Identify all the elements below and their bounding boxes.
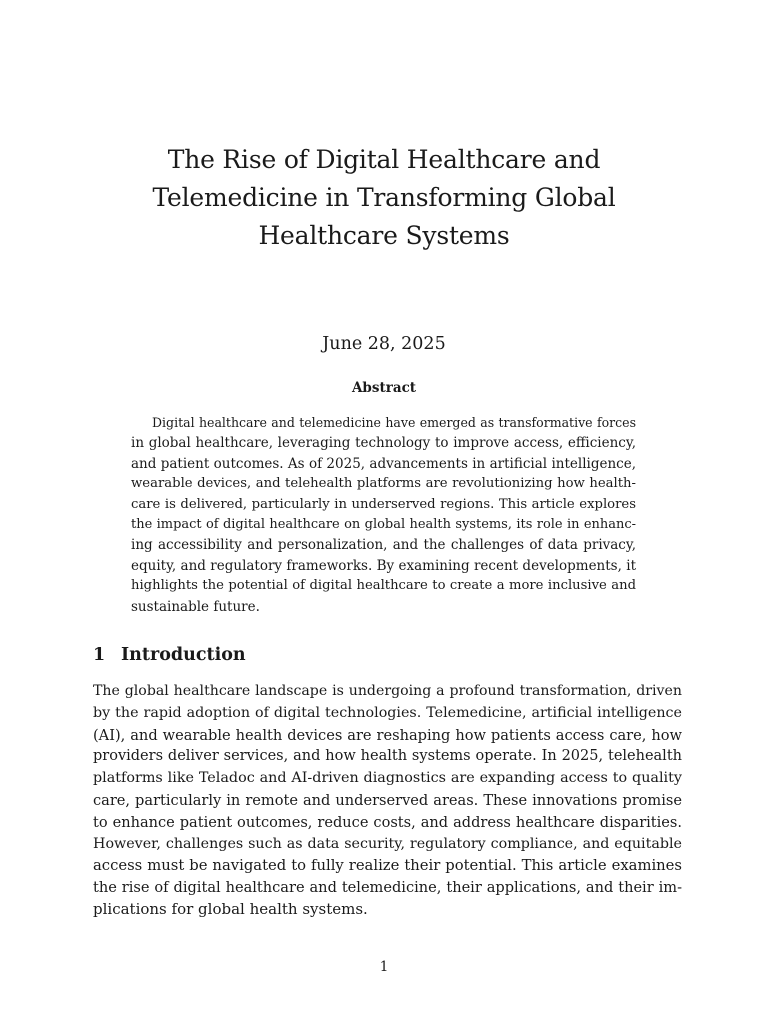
section-number: 1 — [93, 645, 106, 665]
abstract-line: care is delivered, particularly in underserved regions. This article explores — [131, 496, 636, 512]
title-line: Healthcare Systems — [258, 221, 510, 250]
abstract-line: Digital healthcare and telemedicine have emerged as transformative forces — [152, 415, 636, 430]
abstract-line: sustainable future. — [131, 598, 260, 615]
body-line: providers deliver services, and how health systems operate. In 2025, telehealth — [93, 748, 682, 765]
body-line: However, challenges such as data security, regulatory compliance, and equitable — [93, 835, 682, 852]
paper-title — [84, 141, 684, 255]
abstract-line: highlights the potential of digital healthcare to create a more inclusive and — [131, 578, 636, 594]
paper-date: June 28, 2025 — [322, 334, 446, 354]
body-line: (AI), and wearable health devices are reshaping how patients access care, how — [93, 726, 682, 744]
abstract-line: and patient outcomes. As of 2025, advancements in artificial intelligence, — [131, 455, 636, 472]
body-line: plications for global health systems. — [93, 899, 368, 918]
title-line: The Rise of Digital Healthcare and — [167, 145, 601, 174]
introduction-paragraph — [93, 681, 682, 921]
page-number: 1 — [379, 959, 389, 975]
body-line: platforms like Teladoc and AI-driven diagnostics are expanding access to quality — [93, 770, 682, 787]
section-heading — [93, 642, 246, 668]
body-line: access must be navigated to fully realize their potential. This article examines — [93, 857, 682, 875]
body-line: to enhance patient outcomes, reduce costs, and address healthcare disparities. — [93, 813, 682, 831]
body-line: care, particularly in remote and underserved areas. These innovations promise — [93, 791, 682, 809]
abstract-line: equity, and regulatory frameworks. By examining recent developments, it — [131, 557, 636, 574]
body-line: the rise of digital healthcare and telemedicine, their applications, and their im- — [93, 879, 682, 897]
title-line: Telemedicine in Transforming Global — [152, 183, 616, 212]
abstract-heading: Abstract — [351, 380, 417, 396]
abstract-line: wearable devices, and telehealth platforms are revolutionizing how health- — [131, 476, 636, 492]
abstract-line: ing accessibility and personalization, and the challenges of data privacy, — [131, 537, 636, 554]
abstract-line: the impact of digital healthcare on global health systems, its role in enhanc- — [131, 517, 636, 533]
abstract-text — [131, 413, 636, 617]
abstract-line: in global healthcare, leveraging technology to improve access, efficiency, — [131, 435, 636, 452]
body-line: The global healthcare landscape is undergoing a profound transformation, driven — [93, 683, 682, 699]
body-line: by the rapid adoption of digital technologies. Telemedicine, artificial intelligence — [93, 704, 682, 721]
section-title: Introduction — [121, 645, 246, 665]
